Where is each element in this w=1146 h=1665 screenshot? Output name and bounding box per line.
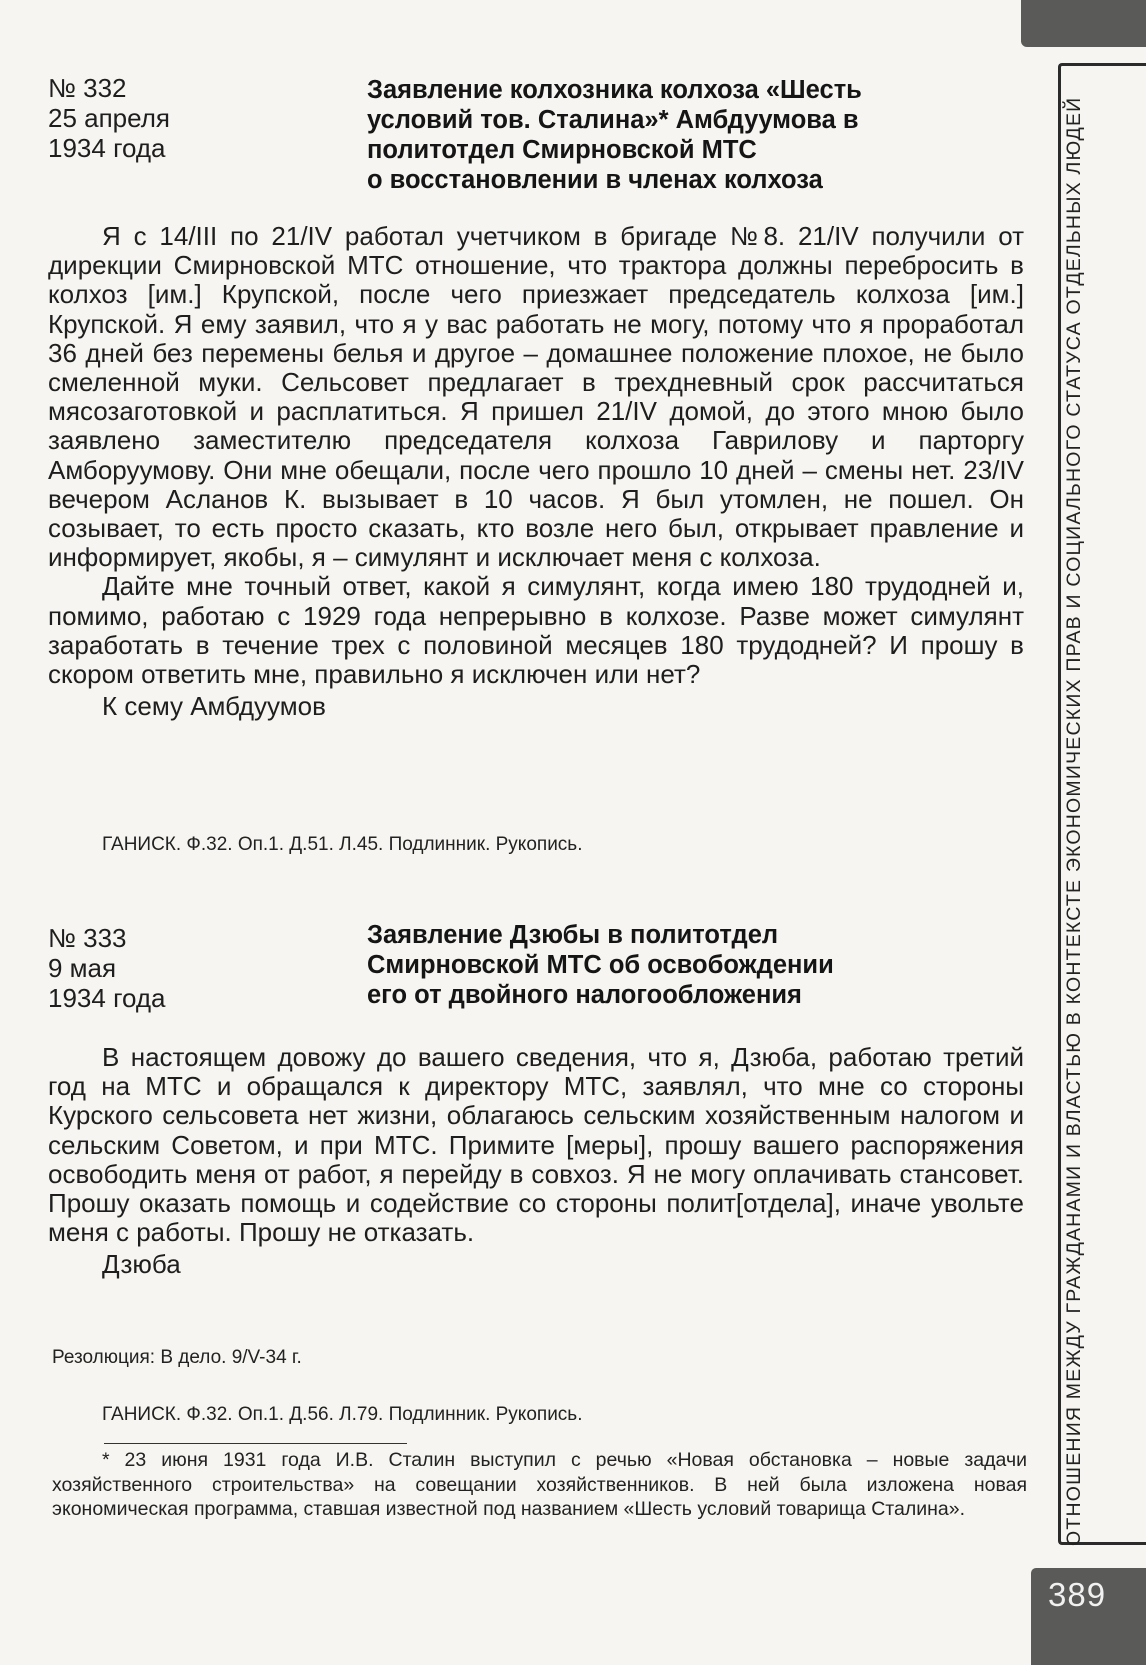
doc-332-date-year: 1934 года: [48, 133, 166, 163]
doc-333-body: [48, 1043, 1024, 1280]
doc-332-signature: К сему Амбдуумов: [102, 691, 326, 722]
doc-333-title: [367, 920, 967, 1010]
doc-333-signature: Дзюба: [102, 1249, 181, 1280]
doc-333-date-day: 9 мая: [48, 953, 117, 983]
doc-332-source: ГАНИСК. Ф.32. Оп.1. Д.51. Л.45. Подлинник. Рукопись.: [102, 834, 583, 855]
doc-333-source: ГАНИСК. Ф.32. Оп.1. Д.56. Л.79. Подлинник. Рукопись.: [102, 1404, 583, 1425]
page-number: 389: [1048, 1576, 1107, 1613]
doc-332-body: [48, 222, 1024, 721]
doc-333-title-line: Смирновской МТС об освобождении: [367, 951, 834, 979]
doc-333-title-line: Заявление Дзюбы в политотдел: [367, 921, 779, 949]
doc-333-paragraph: В настоящем довожу до вашего сведения, что я, Дзюба, работаю третий год на МТС и обращался к директору МТС, заявлял, что мне со стороны Курского сельсовета нет жизни, облагаюсь сельским хозяйственным налогом и сельским Советом, и при МТС. Примите [меры], прошу вашего распоряжения освободить меня от работ, я перейду в совхоз. Я не могу оплачивать стансовет. Прошу оказать помощь и содействие со стороны полит[отдела], иначе увольте меня с работы. Прошу не отказать.: [48, 1042, 1024, 1248]
doc-333-date-year: 1934 года: [48, 983, 166, 1013]
footnote: * 23 июня 1931 года И.В. Сталин выступил с речью «Новая обстановка – новые задачи хозяйственного строительства» на совещании хозяйственников. В ней была изложена новая экономическая программа, ставшая известной под названием «Шесть условий товарища Сталина».: [52, 1449, 1027, 1520]
doc-333-number: № 333: [48, 923, 127, 953]
footnote-divider: [104, 1443, 407, 1444]
doc-332-title-line: условий тов. Сталина»* Амбдуумова в: [367, 106, 859, 134]
doc-333-header: [48, 923, 166, 1013]
doc-332-title-line: Заявление колхозника колхоза «Шесть: [367, 76, 862, 104]
doc-332-title: [367, 75, 967, 195]
doc-332-header: [48, 73, 170, 163]
doc-332-number: № 332: [48, 73, 127, 103]
doc-332-title-line: политотдел Смирновской МТС: [367, 136, 757, 164]
doc-332-date-day: 25 апреля: [48, 103, 170, 133]
doc-332-paragraph: Я с 14/III по 21/IV работал учетчиком в бригаде №8. 21/IV получили от дирекции Смирновской МТС отношение, что трактора должны перебросить в колхоз [им.] Крупской, после чего приезжает председатель колхоза [им.] Крупской. Я ему заявил, что я у вас работать не могу, потому что я проработал 36 дней без перемены белья и другое – домашнее положение плохое, не было смеленной муки. Сельсовет предлагает в трехдневный срок рассчитаться мясозаготовкой и расплатиться. Я пришел 21/IV домой, до этого мною было заявлено заместителю председателя колхоза Гаврилову и парторгу Амборуумову. Они мне обещали, после чего прошло 10 дней – смены нет. 23/IV вечером Асланов К. вызывает в 10 часов. Я был утомлен, не пошел. Он созывает, то есть просто сказать, кто возле него был, открывает правление и информирует, якобы, я – симулянт и исключает меня с колхоза.: [48, 221, 1024, 573]
side-banner-text: ОТНОШЕНИЯ МЕЖДУ ГРАЖДАНАМИ И ВЛАСТЬЮ В КОНТЕКСТЕ ЭКОНОМИЧЕСКИХ ПРАВ И СОЦИАЛЬНОГО СТАТУСА ОТДЕЛЬНЫХ ЛЮДЕЙ: [1063, 96, 1085, 1546]
top-edge-tab: [1021, 0, 1146, 47]
doc-333-title-line: его от двойного налогообложения: [367, 981, 802, 1009]
doc-332-paragraph: Дайте мне точный ответ, какой я симулянт, когда имею 180 трудодней и, помимо, работаю с 1929 года непрерывно в колхозе. Разве может симулянт заработать в течение трех с половиной месяцев 180 трудодней? И прошу в скором ответить мне, правильно я исключен или нет?: [48, 571, 1024, 690]
doc-333-resolution: Резолюция: В дело. 9/V-34 г.: [52, 1347, 302, 1368]
doc-332-title-line: о восстановлении в членах колхоза: [367, 166, 823, 194]
